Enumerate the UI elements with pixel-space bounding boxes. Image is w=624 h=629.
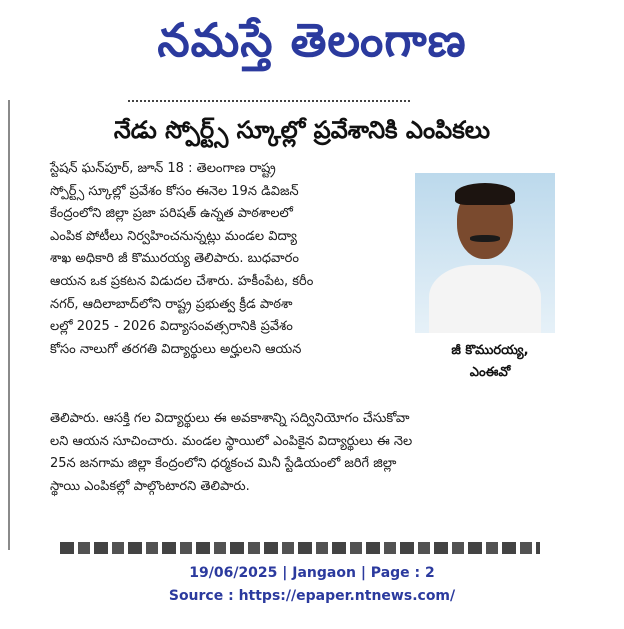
body-line: నగర్, ఆదిలాబాద్‌లోని రాష్ట్ర ప్రభుత్వ క్రీడ పాఠశా [50, 296, 293, 312]
article-headline: నేడు స్పోర్ట్స్ స్కూల్లో ప్రవేశానికి ఎంపికలు [113, 116, 491, 144]
article-body-wide [50, 408, 560, 498]
caption-title: ఎంఈవో [469, 365, 511, 380]
photo-caption [415, 340, 565, 384]
article-body-column [50, 158, 406, 361]
body-line: కోసం నాలుగో తరగతి విద్యార్థులు అర్హులని ఆయన [50, 341, 302, 357]
clipping-left-edge [8, 100, 10, 550]
body-line: ఆయన ఒక ప్రకటన విడుదల చేశారు. హకీంపేట, కరీం [50, 273, 314, 289]
body-line: 25న జనగామ జిల్లా కేంద్రంలోని ధర్మకంచ మినీ స్టేడియంలో జరిగే జిల్లా [50, 456, 397, 472]
caption-name: జీ కొమురయ్య, [451, 343, 529, 358]
body-line: లని ఆయన సూచించారు. మండల స్థాయిలో ఎంపికైన విద్యార్థులు ఈ నెల [50, 433, 413, 449]
next-article-headline-fragment [60, 534, 540, 554]
body-line: ఎంపిక పోటీలు నిర్వహించనున్నట్లు మండల విద్యా [50, 228, 297, 244]
footer-source-line: Source : https://epaper.ntnews.com/ [168, 588, 456, 604]
masthead-logo: నమస్తే తెలంగాణ [157, 13, 467, 67]
body-line: కేంద్రంలోని జిల్లా ప్రజా పరిషత్ ఉన్నత పాఠశాలలో [50, 206, 293, 222]
footer-date-line: 19/06/2025 | Jangaon | Page : 2 [189, 565, 435, 581]
body-line: తెలిపారు. ఆసక్తి గల విద్యార్థులు ఈ అవకాశాన్ని సద్వినియోగం చేసుకోవా [50, 411, 410, 426]
body-line: శాఖ అధికారి జీ కొమురయ్య తెలిపారు. బుధవారం [50, 251, 299, 267]
body-line: స్టేషన్ ఘన్‌పూర్, జూన్ 18 : తెలంగాణ రాష్ట్ర [50, 161, 276, 176]
body-line: స్థాయి ఎంపికల్లో పాల్గొంటారని తెలిపారు. [50, 478, 250, 494]
person-photo [415, 173, 555, 333]
body-line: స్పోర్ట్స్ స్కూల్లో ప్రవేశం కోసం ఈనెల 19న డివిజన్ [50, 183, 299, 199]
clipping-top-fragment [128, 92, 410, 102]
body-line: లల్లో 2025 - 2026 విద్యాసంవత్సరానికి ప్రవేశం [50, 319, 293, 335]
